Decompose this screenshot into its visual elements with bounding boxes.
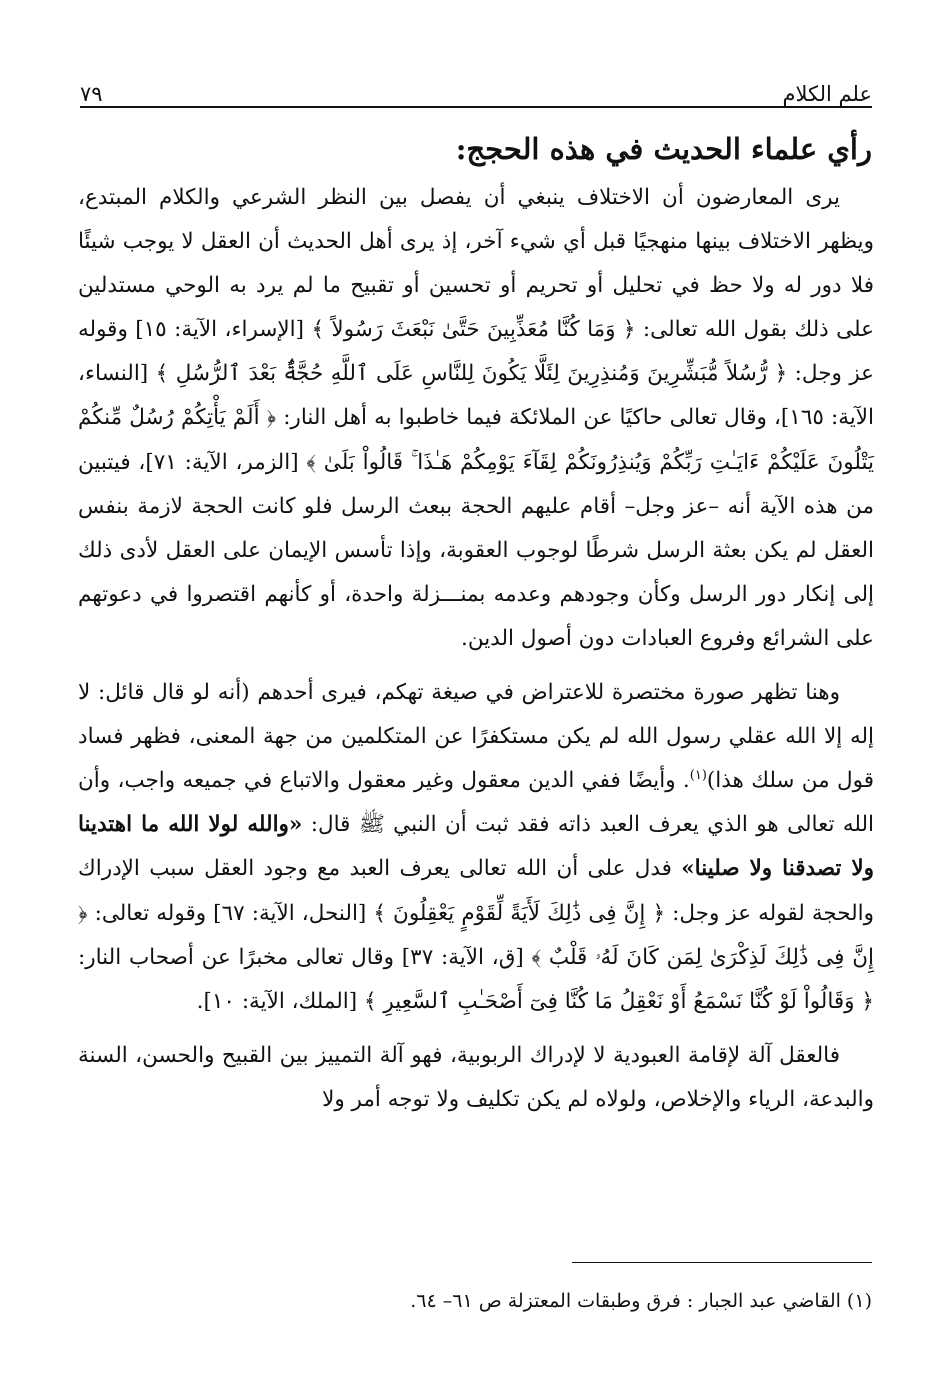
footnote-rule: [572, 1262, 872, 1263]
quran-quote: ﴿ أَلَمْ يَأْتِكُمْ رُسُلٌ مِّنكُمْ يَتْلُونَ عَلَيْكُمْ ءَايَـٰتِ رَبِّكُمْ وَيُنذِرُونَكُمْ لِقَآءَ يَوْمِكُمْ هَـٰذَا ۚ قَالُواْ بَلَىٰ ﴾: [78, 405, 874, 475]
running-title: علم الكلام: [782, 82, 872, 106]
text-run: [الملك، الآية: ١٠].: [196, 988, 364, 1014]
body-text: [78, 176, 874, 1122]
text-run: . وأيضًا ففي الدين معقول وغير معقول والاتباع في جميعه واجب، وأن الله تعالى هو الذي يعرف العبد ذاته فقد ثبت أن النبي ﷺ قال:: [78, 768, 875, 838]
text-run: يرى المعارضون أن الاختلاف ينبغي أن يفصل بين النظر الشرعي والكلام المبتدع، ويظهر الاختلاف بينها منهجيًا قبل أي شيء آخر، إذ يرى أهل الحديث أن العقل لا يوجب شيئًا فلا دور له ولا حظ في تحليل أو تحريم أو تحسين أو تقبيح ما لم يرد به الوحي مستدلين على ذلك بقول الله تعالى:: [78, 185, 874, 343]
text-run: [ق، الآية: ٣٧] وقال تعالى مخبرًا عن أصحاب النار:: [78, 944, 532, 970]
section-heading: رأي علماء الحديث في هذه الحجج:: [455, 132, 872, 166]
header-rule: [80, 106, 872, 108]
quran-quote: ﴿ إِنَّ فِى ذَٰلِكَ لَأَيَةً لِّقَوْمٍ يَعْقِلُونَ ﴾: [373, 900, 666, 926]
quran-quote: ﴿ رُّسُلاً مُّبَشِّرِينَ وَمُنذِرِينَ لِئَلَّا يَكُونَ لِلنَّاسِ عَلَى ٱللَّهِ حُجَّةٌۢ بَعْدَ ٱلرُّسُلِ ﴾: [155, 361, 788, 387]
paragraph: [78, 671, 874, 1024]
quran-quote: ﴿ وَمَا كُنَّا مُعَذِّبِينَ حَتَّىٰ نَبْعَثَ رَسُولاً ﴾: [311, 317, 636, 343]
quran-quote: ﴿ إِنَّ فِى ذَٰلِكَ لَذِكْرَىٰ لِمَن كَانَ لَهُۥ قَلْبٌ ﴾: [78, 900, 874, 970]
footnote-reference[interactable]: (١): [689, 768, 707, 784]
paragraph: [78, 176, 874, 661]
text-run: [النساء، الآية: ١٦٥]، وقال تعالى حاكيًا عن الملائكة فيما خاطبوا به أهل النار:: [78, 361, 874, 431]
footnote: (١) القاضي عبد الجبار : فرق وطبقات المعتزلة ص ٦١– ٦٤.: [410, 1290, 872, 1312]
hadith-quote: «والله لولا الله ما اهتدينا ولا تصدقنا ولا صلينا»: [78, 812, 874, 882]
text-run: وهنا تظهر صورة مختصرة للاعتراض في صيغة تهكم، فيرى أحدهم (أنه لو قال قائل: لا إله إلا الله عقلي رسول الله لم يكن مستكفرًا عن المتكلمين من جهة المعنى، فظهر فساد قول من سلك هذا): [78, 680, 874, 794]
text-run: [الزمر، الآية: ٧١]، فيتبين من هذه الآية أنه –عز وجل– أقام عليهم الحجة ببعث الرسل فلو كانت الحجة لازمة بنفس العقل لم يكن بعثة الرسل شرطًا لوجوب العقوبة، وإذا تأسس الإيمان على العقل لأدى ذلك إلى إنكار دور الرسل وكأن وجودهم وعدمه بمنـــزلة واحدة، أو كأنهم اقتصروا في دعوتهم على الشرائع وفروع العبادات دون أصول الدين.: [78, 449, 874, 651]
text-run: [النحل، الآية: ٦٧] وقوله تعالى:: [87, 900, 374, 926]
running-header: [80, 72, 872, 106]
page-number: ٧٩: [80, 82, 103, 106]
text-run: [الإسراء، الآية: ١٥] وقوله عز وجل:: [78, 317, 875, 387]
quran-quote: ﴿ وَقَالُواْ لَوْ كُنَّا نَسْمَعُ أَوْ نَعْقِلُ مَا كُنَّا فِىٓ أَصْحَـٰبِ ٱلسَّعِيرِ ﴾: [364, 988, 874, 1014]
paragraph: فالعقل آلة لإقامة العبودية لا لإدراك الربوبية، فهو آلة التمييز بين القبيح والحسن، السنة والبدعة، الرياء والإخلاص، ولولاه لم يكن تكليف ولا توجه أمر ولا: [78, 1042, 874, 1112]
text-run: فدل على أن الله تعالى يعرف العبد مع وجود العقل سبب الإدراك والحجة لقوله عز وجل:: [78, 856, 875, 926]
